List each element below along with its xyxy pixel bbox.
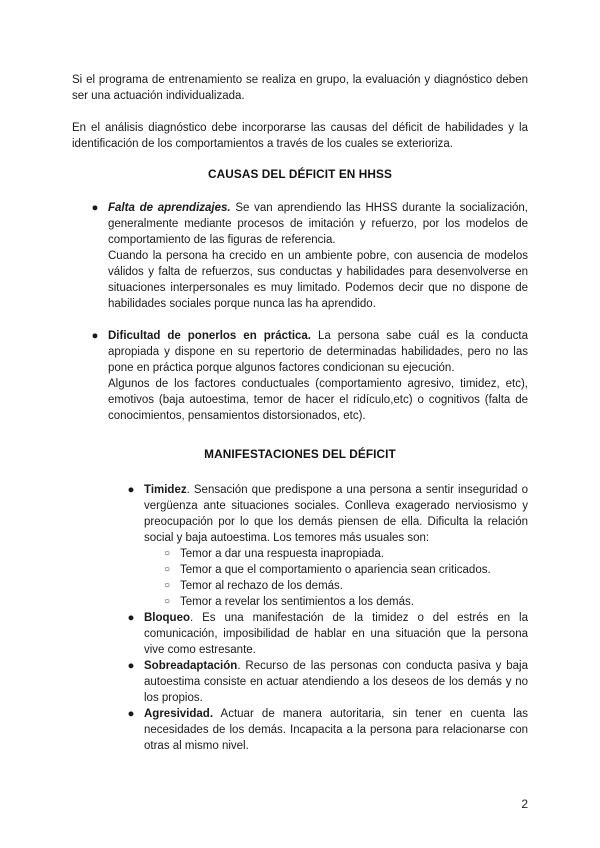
circle-bullet-icon: ○ <box>163 564 171 575</box>
manifestation-title: Sobreadaptación <box>144 660 238 672</box>
manifestation-text: . Sensación que predispone a una persona a sentir inseguridad o vergüenza ante situaciones sociales. Conlleva exagerado nerviosismo y preocupación por lo que los demás piensen de ella. Dificulta la relación social y baja autoestima. Los temores más usuales son: <box>144 484 528 544</box>
manifestation-item-bloqueo <box>127 610 528 658</box>
bullet-icon: ● <box>127 708 135 720</box>
intro-paragraph-2: En el análisis diagnóstico debe incorporarse las causas del déficit de habilidades y la identificación de los comportamientos a través de los cuales se exterioriza. <box>72 122 528 150</box>
intro-paragraph-1: Si el programa de entrenamiento se realiza en grupo, la evaluación y diagnóstico deben ser una actuación individualizada. <box>72 74 528 102</box>
manifestation-title: Bloqueo <box>144 612 190 624</box>
manifestation-item-timidez <box>127 482 528 610</box>
cause-extra-text: Cuando la persona ha crecido en un ambiente pobre, con ausencia de modelos válidos y falta de refuerzos, sus conductas y habilidades para desenvolverse en situaciones interpersonales es muy limitado. Podemos decir que no dispone de habilidades sociales porque nunca las ha aprendido. <box>108 250 528 310</box>
manifestation-text: Actuar de manera autoritaria, sin tener en cuenta las necesidades de los demás. Incapacita a la persona para relacionarse con otras al mismo nivel. <box>144 708 528 752</box>
bullet-icon: ● <box>127 612 135 624</box>
manifestation-text: . Es una manifestación de la timidez o del estrés en la comunicación, imposibilidad de hablar en una situación que la persona vive como estresante. <box>144 612 528 656</box>
circle-bullet-icon: ○ <box>163 580 171 591</box>
manifestations-list <box>72 482 528 754</box>
cause-text: Se van aprendiendo las HHSS durante la socialización, generalmente mediante procesos de imitación y refuerzo, por los modelos de comportamiento de las figuras de referencia. <box>108 202 528 246</box>
cause-title: Falta de aprendizajes. <box>108 202 231 214</box>
cause-item-learning <box>91 200 528 312</box>
cause-item-practice <box>91 328 528 424</box>
manifestation-title: Agresividad. <box>144 708 214 720</box>
bullet-icon: ● <box>127 660 135 672</box>
manifestation-title: Timidez <box>144 484 187 496</box>
cause-title: Dificultad de ponerlos en práctica. <box>108 330 311 342</box>
causes-list <box>72 200 528 424</box>
manifestation-text: . Recurso de las personas con conducta pasiva y baja autoestima consiste en actuar atendiendo a los deseos de los demás y no los propios. <box>144 660 528 704</box>
bullet-icon: ● <box>91 330 99 342</box>
manifestations-heading: MANIFESTACIONES DEL DÉFICIT <box>204 447 396 461</box>
bullet-icon: ● <box>127 484 135 496</box>
circle-bullet-icon: ○ <box>163 596 171 607</box>
manifestation-item-agresividad <box>127 706 528 754</box>
fears-list <box>144 546 528 610</box>
document-page <box>72 72 528 754</box>
cause-text: La persona sabe cuál es la conducta apropiada y dispone en su repertorio de determinadas habilidades, pero no las pone en práctica porque algunos factores condicionan su ejecución. <box>108 330 528 374</box>
bullet-icon: ● <box>91 202 99 214</box>
fear-item: ○ Temor al rechazo de los demás. <box>163 580 343 592</box>
causes-heading: CAUSAS DEL DÉFICIT EN HHSS <box>208 167 392 181</box>
fear-item: ○ Temor a dar una respuesta inapropiada. <box>163 548 384 560</box>
fear-item: ○ Temor a que el comportamiento o apariencia sean criticados. <box>163 564 491 576</box>
page-number: 2 <box>521 797 528 811</box>
manifestation-item-sobreadaptacion <box>127 658 528 706</box>
cause-extra-text: Algunos de los factores conductuales (comportamiento agresivo, timidez, etc), emotivos (baja autoestima, temor de hacer el ridículo,etc) o cognitivos (falta de conocimientos, pensamientos distorsionados, etc). <box>108 378 528 422</box>
circle-bullet-icon: ○ <box>163 548 171 559</box>
fear-item: ○ Temor a revelar los sentimientos a los demás. <box>163 596 414 608</box>
